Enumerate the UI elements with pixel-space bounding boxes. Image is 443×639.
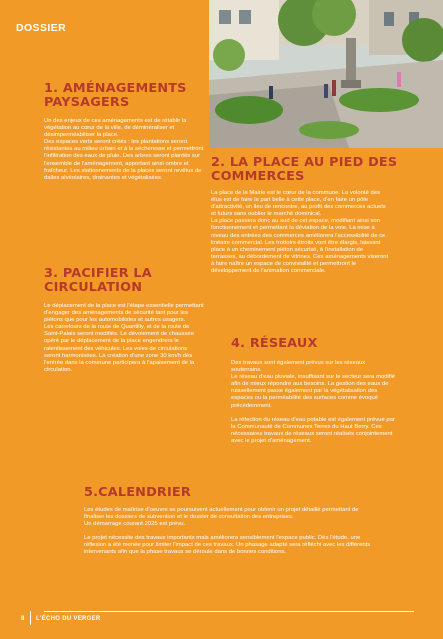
footer-separator	[30, 611, 31, 625]
footer-rule	[44, 611, 414, 612]
section-3-paragraph-1: Le déplacement de la place est l'étape essentielle permettant d'engager des aménagements de sécurité tant pour les piétons que pour les automobilistes et autres usagers.	[44, 303, 204, 324]
place-illustration	[209, 0, 443, 148]
section-2-title	[211, 156, 397, 184]
section-5-paragraph-1: Les études de maîtrise d'oeuvre se poursuivent actuellement pour obtenir un projet détaillé permettant de finaliser les dossiers de subvention et le dossier de consultation des entreprises.	[84, 507, 359, 521]
section-3-paragraph-2: Les carrefours de la route de Quantilly, et de la route de Saint-Palais seront modifiés. Le dévoiement de chaussée opéré par le déplacement de la place engendrera le ralentissement des véhicules. Les voies de circulations seront harmonisées. La création d'une zone 30 km/h dès l'entrée dans la commune participera à l'apaisement de la circulation.	[44, 324, 195, 373]
section-1-title-line-2: PAYSAGERS	[44, 95, 130, 110]
section-3-title	[44, 267, 152, 295]
section-5-paragraph-3: Le projet nécessite des travaux importants mais améliorera sensiblement l'espace public. Dès l'étude, une réflexion a été menée pour limiter l'impact de ces travaux. Un phasage adapté sera réfléchi avec les différents intervenants afin que la phase travaux se déroule dans de bonnes conditions.	[84, 535, 371, 556]
section-4-paragraph-1: Des travaux sont également prévus sur les réseaux souterrains.	[231, 360, 366, 374]
section-1-title-line-1: 1. AMÉNAGEMENTS	[44, 81, 187, 96]
section-4-body	[231, 360, 397, 445]
section-tag: DOSSIER	[16, 22, 67, 34]
section-4-paragraph-2: Le réseau d'eau pluviale, insuffisant sur le secteur sera modifié afin de mieux répondre aux besoins. La gestion des eaux de ruissellement passe également par la végétalisation des espaces ou la perméabilité des surfaces comme évoqué précédemment.	[231, 374, 396, 409]
section-4-title: 4. RÉSEAUX	[231, 336, 318, 351]
section-5-title: 5.CALENDRIER	[84, 485, 191, 500]
section-1-paragraph-1: Un des enjeux de ces aménagements est de rétablir la végétation au cœur de la ville, de déminéraliser et désimperméabiliser la place.	[44, 118, 187, 139]
section-3-title-line-2: CIRCULATION	[44, 280, 143, 295]
section-1-paragraph-2: Des espaces verts seront créés : les plantations seront résistantes au milieu urbain et à la sécheresse et permettront l'infiltration des eaux de pluie. Des arbres seront plantés sur l'ensemble de l'aménagement, apportant ainsi ombre et fraîcheur. Les stationnements de la places seront revêtus de dalles alvéolaires, drainantes et végétalisées.	[44, 139, 204, 181]
section-5-paragraph-2: Un démarrage courant 2025 est prévu.	[84, 521, 186, 528]
section-4-paragraph-3: La réfection du réseau d'eau potable est également prévue par la Communauté de Communes Terres du Haut Berry. Ces nécessaires travaux de réseaux seront réalisés conjointement avec le projet d'aménagement.	[231, 416, 395, 444]
section-1-title	[44, 82, 187, 110]
section-2-body	[211, 190, 389, 275]
section-1-body	[44, 118, 212, 182]
illustration-graphic	[209, 0, 443, 148]
page-number: 8	[21, 616, 25, 622]
section-2-title-line-2: COMMERCES	[211, 169, 305, 184]
page-footer	[0, 601, 443, 639]
section-2-paragraph-1: La place de la Mairie est le cœur de la commune. La volonté des élus est de faire la part belle à cette place, d'en faire un pôle d'attractivité, un lieu de rencontre, au profit des commerces actuels et futurs sans oublier le marché dominical.	[211, 190, 386, 218]
section-3-body	[44, 303, 204, 374]
section-3-title-line-1: 3. PACIFIER LA	[44, 266, 152, 281]
publication-name: L'ÉCHO DU VERGER	[36, 616, 101, 622]
section-5-body	[84, 507, 380, 557]
section-2-title-line-1: 2. LA PLACE AU PIED DES	[211, 155, 398, 170]
section-2-paragraph-2: La place passera donc au sud de cet espace, modifiant ainsi son fonctionnement et permettant la déviation de la voie. La mise à niveau des entrées des commerces améliorera l'accessibilité de ce linéaire commercial. Les trottoirs étroits vont être élargis, laissant place à un cheminement piéton sécurisé, à l'installation de terrasses, au débordement de vitrines. Ces aménagements viseront à faire naître un espace de convivialité et permettront le développement de l'animation commerciale.	[211, 218, 389, 275]
